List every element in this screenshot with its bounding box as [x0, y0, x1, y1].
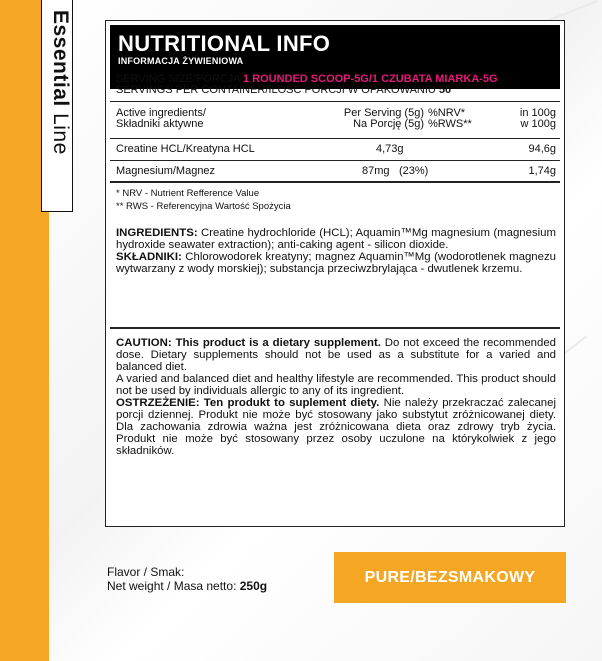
- brand-label-box: [41, 0, 73, 212]
- flavor-badge: PURE/BEZSMAKOWY: [334, 552, 566, 603]
- ingredients-block: INGREDIENTS: Creatine hydrochloride (HCL); Aquamin™Mg magnesium (magnesium hydroxide seawater extraction); anti-caking agent - silicon dioxide. SKŁADNIKI: Chlorowodorek kreatyny; magnez Aquamin™Mg (wodorotlenek magnezu wytwarzany z wody morskiej); substancja przeciwzbrylająca - dwutlenek krzemu.: [116, 227, 556, 275]
- head-ingredients-pl: Składniki aktywne: [116, 118, 204, 130]
- divider: [110, 101, 560, 102]
- serving-size-line: SERVING SIZE/PORCJA 1 ROUNDED SCOOP-5G/1 CZUBATA MIARKA-5G: [116, 73, 498, 85]
- flavor-label: Flavor / Smak:: [107, 565, 185, 579]
- divider: [110, 327, 560, 329]
- divider: [110, 181, 560, 183]
- footnote-nrv: * NRV - Nutrient Refference Value: [116, 188, 260, 199]
- table-row: Creatine HCL/Kreatyna HCL 4,73g 94,6g: [116, 143, 556, 155]
- nutrition-panel: [105, 20, 565, 527]
- caution-block: CAUTION: This product is a dietary supplement. Do not exceed the recommended dose. Dietary supplements should not be used as a substitute for a varied and balanced diet. A varied and balanced diet and healthy lifestyle are recommended. This product should not be used by individuals allergic to any of its ingredient. OSTRZEŻENIE: Ten produkt to suplement diety. Nie należy przekraczać zalecanej porcji dziennej. Produkt nie może być stosowany jako substytut zróżnicowanej diety. Dla zachowania zdrowia ważna jest zróżnicowana dieta oraz zdrowy tryb życia. Produkt nie może być stosowany przez osoby uczulone na którykolwiek z jego składników.: [116, 337, 556, 457]
- head-per100: in 100g: [519, 107, 556, 119]
- head-per100-pl: w 100g: [520, 118, 556, 130]
- servings-per-container-line: SERVINGS PER CONTAINER/ILOŚĆ PORCJI W OPAKOWANIU 50: [116, 84, 452, 96]
- head-per-serving-pl: Na Porcję (5g): [353, 118, 424, 130]
- panel-subtitle: INFORMACJA ŻYWIENIOWA: [118, 56, 244, 66]
- table-row: Magnesium/Magnez 87mg (23%) 1,74g: [116, 165, 556, 177]
- head-nrv: %NRV*: [428, 107, 466, 119]
- divider: [110, 160, 560, 161]
- panel-title: NUTRITIONAL INFO: [118, 31, 331, 56]
- product-details: [107, 565, 267, 593]
- head-per-serving: Per Serving (5g): [343, 107, 424, 119]
- table-head: [116, 108, 556, 132]
- brand-name: Essential Line: [49, 10, 72, 155]
- divider: [110, 138, 560, 139]
- footnote-rws: ** RWS - Referencyjna Wartość Spożycia: [116, 201, 291, 212]
- net-weight-line: Net weight / Masa netto: 250g: [107, 579, 268, 593]
- head-ingredients: Active ingredients/: [116, 107, 206, 119]
- head-nrv-pl: %RWS**: [428, 118, 472, 130]
